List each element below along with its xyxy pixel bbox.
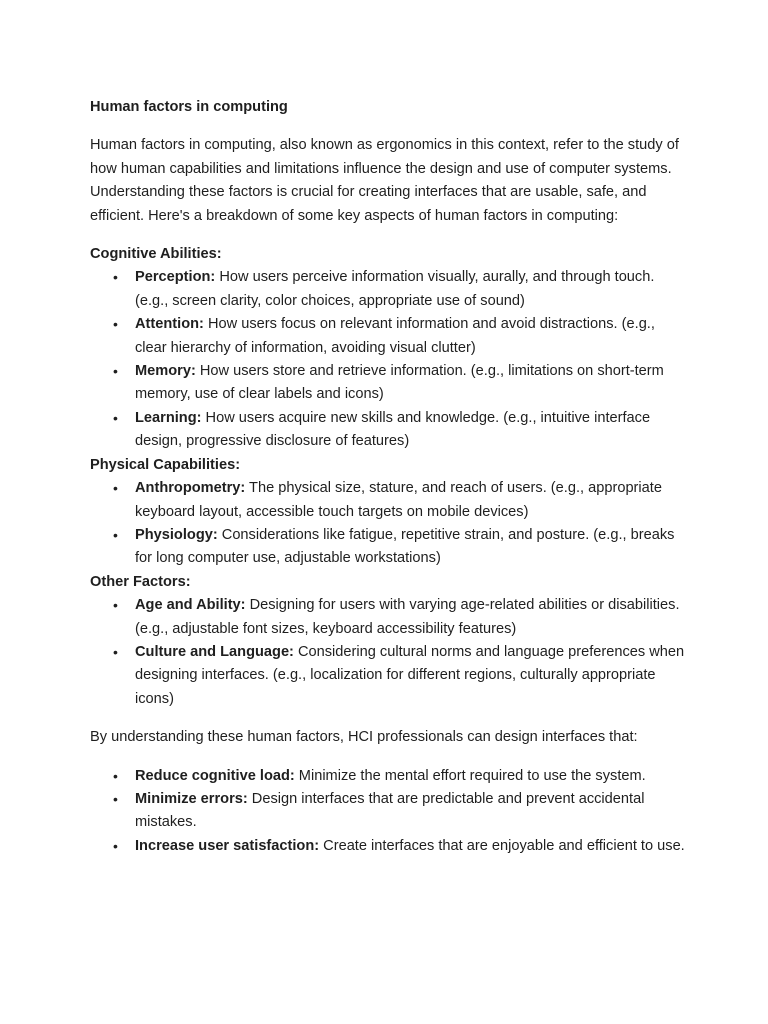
cognitive-abilities-list xyxy=(90,266,690,453)
document-content xyxy=(90,96,690,858)
section-heading-physical-capabilities: Physical Capabilities: xyxy=(90,456,241,473)
item-term: Age and Ability: xyxy=(135,597,246,614)
intro-paragraph: Human factors in computing, also known as ergonomics in this context, refer to the study of how human capabilities and limitations influence the design and use of computer systems. Understanding these factors is crucial for creating interfaces that are usable, safe, and efficient. Here's a breakdown of some key aspects of human factors in computing: xyxy=(90,137,679,224)
list-item xyxy=(135,788,690,835)
item-term: Perception: xyxy=(135,269,216,286)
document-title: Human factors in computing xyxy=(90,99,288,115)
item-term: Memory: xyxy=(135,363,196,380)
item-text: Minimize the mental effort required to use the system. xyxy=(294,767,646,784)
list-item xyxy=(135,594,690,641)
other-factors-list xyxy=(90,594,690,711)
item-text: How users focus on relevant information and avoid distractions. (e.g., clear hierarchy of information, avoiding visual clutter) xyxy=(135,316,655,356)
item-text: Design interfaces that are predictable and prevent accidental mistakes. xyxy=(135,790,645,831)
item-text: Designing for users with varying age-related abilities or disabilities. (e.g., adjustable font sizes, keyboard accessibility features) xyxy=(135,597,680,637)
item-text: The physical size, stature, and reach of users. (e.g., appropriate keyboard layout, accessible touch targets on mobile devices) xyxy=(135,480,662,520)
list-item xyxy=(135,360,690,407)
list-item xyxy=(135,524,690,571)
list-item xyxy=(135,407,690,454)
item-term: Increase user satisfaction: xyxy=(135,837,320,854)
item-term: Minimize errors: xyxy=(135,790,248,807)
list-item xyxy=(135,477,690,524)
item-text: How users perceive information visually, aurally, and through touch. (e.g., screen clarity, color choices, appropriate use of sound) xyxy=(135,269,655,309)
item-text: Create interfaces that are enjoyable and efficient to use. xyxy=(319,837,685,854)
section-heading-other-factors: Other Factors: xyxy=(90,573,191,590)
item-term: Learning: xyxy=(135,409,202,426)
item-text: How users acquire new skills and knowledge. (e.g., intuitive interface design, progressive disclosure of features) xyxy=(135,409,651,450)
item-term: Culture and Language: xyxy=(135,643,294,660)
item-term: Physiology: xyxy=(135,526,218,543)
item-term: Reduce cognitive load: xyxy=(135,767,295,784)
item-text: How users store and retrieve information. (e.g., limitations on short-term memory, use of clear labels and icons) xyxy=(135,363,664,403)
list-item xyxy=(135,765,690,788)
closing-list xyxy=(90,765,690,859)
item-term: Attention: xyxy=(135,316,204,333)
list-item xyxy=(135,313,690,360)
item-text: Considerations like fatigue, repetitive strain, and posture. (e.g., breaks for long computer use, adjustable workstations) xyxy=(135,526,675,567)
section-heading-cognitive-abilities: Cognitive Abilities: xyxy=(90,246,222,263)
list-item xyxy=(135,835,690,858)
item-text: Considering cultural norms and language preferences when designing interfaces. (e.g., localization for different regions, culturally appropriate icons) xyxy=(135,643,685,707)
physical-capabilities-list xyxy=(90,477,690,571)
item-term: Anthropometry: xyxy=(135,480,246,497)
closing-paragraph: By understanding these human factors, HCI professionals can design interfaces that: xyxy=(90,729,638,746)
list-item xyxy=(135,266,690,313)
list-item xyxy=(135,641,690,711)
